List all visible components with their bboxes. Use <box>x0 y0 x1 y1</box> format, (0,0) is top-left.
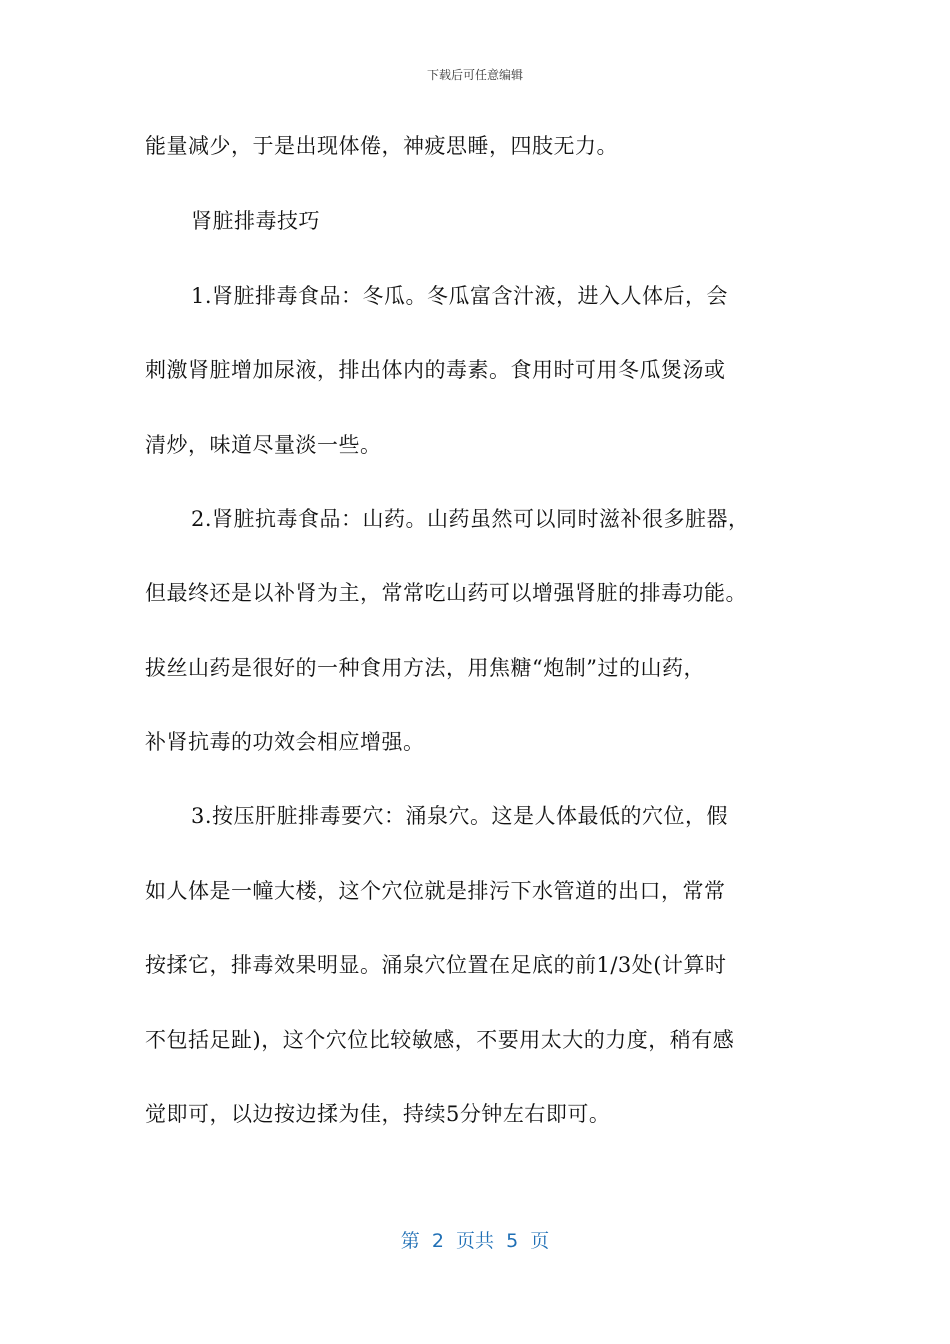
paragraph-line: 如人体是一幢大楼，这个穴位就是排污下水管道的出口，常常 <box>145 879 726 903</box>
paragraph-line: 觉即可，以边按边揉为佳，持续5分钟左右即可。 <box>145 1102 611 1126</box>
paragraph-line: 能量减少，于是出现体倦，神疲思睡，四肢无力。 <box>145 134 618 158</box>
paragraph-line: 拔丝山药是很好的一种食用方法，用焦糖“炮制”过的山药， <box>145 656 705 680</box>
paragraph-line: 2.肾脏抗毒食品：山药。山药虽然可以同时滋补很多脏器， <box>191 507 750 531</box>
paragraph-line: 补肾抗毒的功效会相应增强。 <box>145 730 425 754</box>
paragraph-line: 1.肾脏排毒食品：冬瓜。冬瓜富含汁液，进入人体后，会 <box>191 284 729 308</box>
page-number-footer: 第 2 页共 5 页 <box>400 1230 550 1252</box>
paragraph-line: 按揉它，排毒效果明显。涌泉穴位置在足底的前1/3处(计算时 <box>145 953 727 977</box>
paragraph-line: 不包括足趾)，这个穴位比较敏感，不要用太大的力度，稍有感 <box>145 1028 735 1052</box>
section-heading: 肾脏排毒技巧 <box>191 209 320 233</box>
page-header-note: 下载后可任意编辑 <box>426 68 523 82</box>
paragraph-line: 刺激肾脏增加尿液，排出体内的毒素。食用时可用冬瓜煲汤或 <box>145 358 726 382</box>
paragraph-line: 清炒，味道尽量淡一些。 <box>145 433 382 457</box>
paragraph-line: 但最终还是以补肾为主，常常吃山药可以增强肾脏的排毒功能。 <box>145 581 747 605</box>
paragraph-line: 3.按压肝脏排毒要穴：涌泉穴。这是人体最低的穴位，假 <box>191 804 729 828</box>
